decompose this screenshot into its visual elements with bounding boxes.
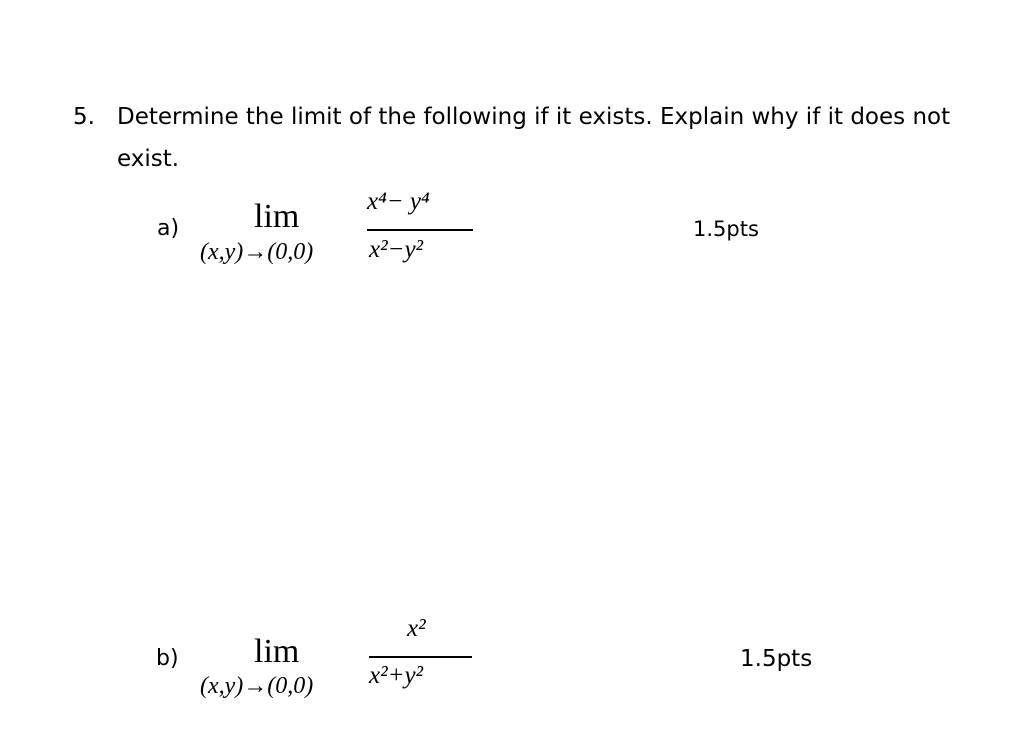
- part-a-denominator: x²−y²: [369, 236, 424, 263]
- part-a-fraction-bar: [367, 229, 473, 231]
- part-a-numerator: x⁴− y⁴: [367, 188, 430, 215]
- part-b-points: 1.5pts: [740, 646, 813, 672]
- part-b-lim: lim: [254, 633, 300, 670]
- part-b-denominator: x²+y²: [369, 662, 424, 689]
- part-b-numerator: x²: [407, 615, 426, 642]
- part-b-label: b): [156, 646, 179, 671]
- question-text-line2: exist.: [117, 146, 180, 172]
- part-b-limit-subscript: (x,y)→(0,0): [200, 673, 314, 699]
- part-a-lim: lim: [254, 198, 300, 235]
- question-text-line1: Determine the limit of the following if it exists. Explain why if it does not: [117, 104, 951, 130]
- question-number: 5.: [73, 104, 95, 130]
- part-a-points: 1.5pts: [693, 217, 759, 241]
- part-a-limit-subscript: (x,y)→(0,0): [200, 239, 314, 265]
- part-b-fraction-bar: [369, 656, 472, 658]
- part-a-label: a): [157, 216, 180, 241]
